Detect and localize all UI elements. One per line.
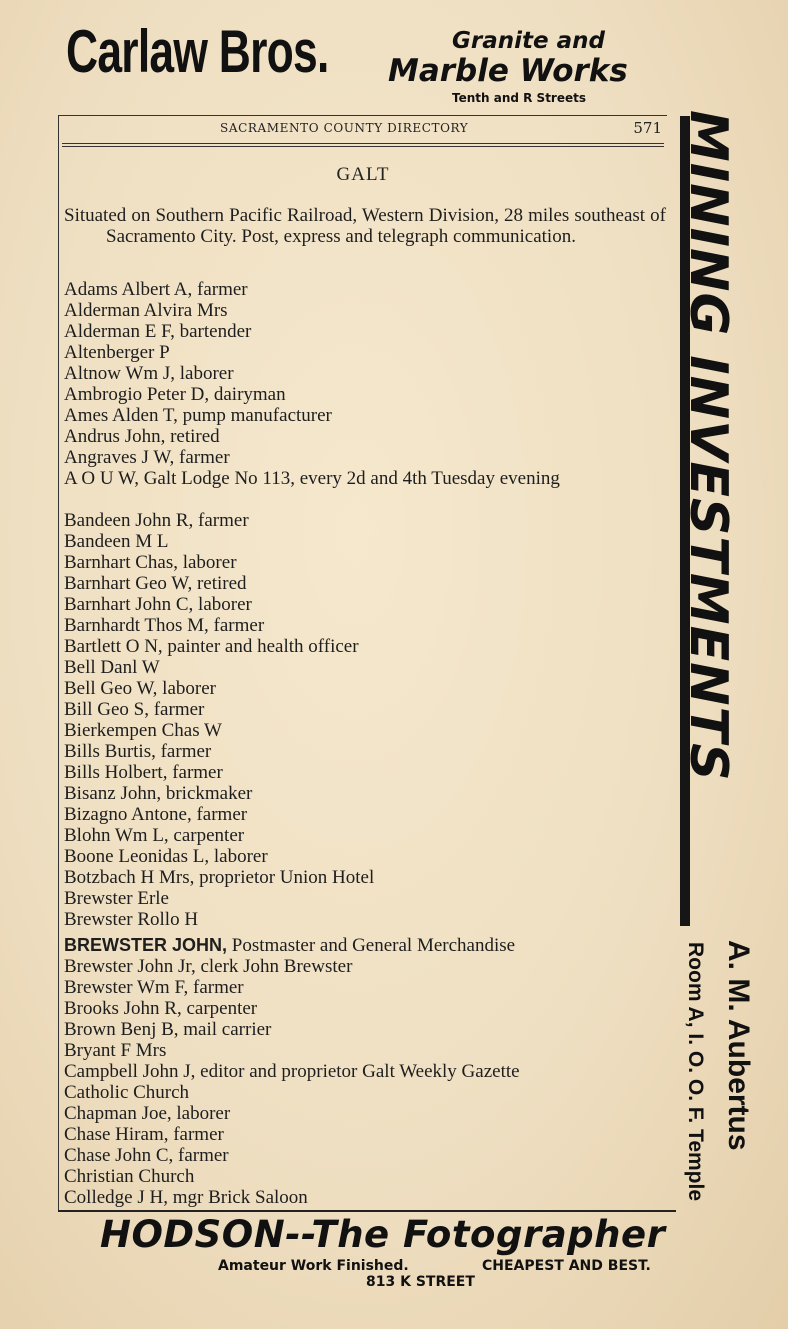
directory-entry: Bryant F Mrs [64,1040,167,1061]
directory-entry: Bisanz John, brickmaker [64,783,253,804]
directory-entry: Bandeen M L [64,531,169,552]
hodson-address: 813 K STREET [366,1274,475,1290]
directory-entry: Brewster Rollo H [64,909,199,930]
featured-entry-name: BREWSTER JOHN, [64,935,228,955]
directory-entry: Christian Church [64,1166,195,1187]
directory-title: SACRAMENTO COUNTY DIRECTORY [220,121,469,135]
directory-entry: Brewster Erle [64,888,169,909]
directory-entry: Alderman E F, bartender [64,321,252,342]
directory-entry: Botzbach H Mrs, proprietor Union Hotel [64,867,375,888]
directory-entry: Boone Leonidas L, laborer [64,846,268,867]
directory-entry: Brooks John R, carpenter [64,998,258,1019]
directory-entry: Catholic Church [64,1082,190,1103]
directory-entry: A O U W, Galt Lodge No 113, every 2d and 4th Tuesday evening [64,468,560,489]
directory-entry: Brown Benj B, mail carrier [64,1019,272,1040]
directory-entry: Colledge J H, mgr Brick Saloon [64,1187,308,1208]
featured-entry [64,935,515,956]
hodson-amateur-line: Amateur Work Finished. [218,1258,409,1274]
directory-entry: Adams Albert A, farmer [64,279,248,300]
directory-entry: Bartlett O N, painter and health officer [64,636,359,657]
running-head [60,121,666,139]
page-number: 571 [633,119,662,137]
directory-entry: Altnow Wm J, laborer [64,363,234,384]
directory-entry: Chase John C, farmer [64,1145,229,1166]
directory-entry: Chapman Joe, laborer [64,1103,231,1124]
directory-entry: Barnhardt Thos M, farmer [64,615,265,636]
directory-entry: Bizagno Antone, farmer [64,804,248,825]
hodson-cheapest-line: CHEAPEST AND BEST. [482,1258,651,1274]
directory-entry: Ames Alden T, pump manufacturer [64,405,332,426]
carlaw-bros-advertisement [0,0,788,116]
directory-entry: Brewster John Jr, clerk John Brewster [64,956,353,977]
directory-entry: Alderman Alvira Mrs [64,300,228,321]
marble-works-line: Marble Works [388,53,628,89]
mining-investments-headline: MINING INVESTMENTS [678,110,738,782]
directory-entry: Angraves J W, farmer [64,447,230,468]
directory-entry: Bills Holbert, farmer [64,762,223,783]
section-intro: Situated on Southern Pacific Railroad, Western Division, 28 miles southeast of Sacramento City. Post, express and telegraph communication. [64,205,666,247]
directory-entry: Bierkempen Chas W [64,720,222,741]
directory-entry: Brewster Wm F, farmer [64,977,244,998]
directory-entry: Barnhart Geo W, retired [64,573,247,594]
directory-entry: Bill Geo S, farmer [64,699,205,720]
directory-entry: Bell Geo W, laborer [64,678,216,699]
aubertus-address: Room A, I. O. O. F. Temple [684,942,707,1202]
featured-entry-detail: Postmaster and General Merchandise [231,935,516,956]
directory-entry: Blohn Wm L, carpenter [64,825,245,846]
carlaw-bros-name: Carlaw Bros. [66,18,329,85]
hodson-headline: HODSON--The Fotographer [100,1213,666,1256]
directory-entry: Bills Burtis, farmer [64,741,212,762]
directory-entry: Barnhart John C, laborer [64,594,252,615]
directory-entry: Ambrogio Peter D, dairyman [64,384,286,405]
directory-entry: Andrus John, retired [64,426,220,447]
directory-entry: Chase Hiram, farmer [64,1124,224,1145]
directory-entry: Campbell John J, editor and proprietor Galt Weekly Gazette [64,1061,520,1082]
granite-line: Granite and [452,28,605,54]
carlaw-address: Tenth and R Streets [452,91,587,105]
section-title: GALT [336,164,390,185]
directory-entry: Altenberger P [64,342,170,363]
directory-entry: Bell Danl W [64,657,160,678]
header-double-rule [62,143,664,147]
directory-body [64,205,666,1208]
directory-entry: Barnhart Chas, laborer [64,552,237,573]
aubertus-name: A. M. Aubertus [722,940,755,1151]
directory-entry: Bandeen John R, farmer [64,510,249,531]
